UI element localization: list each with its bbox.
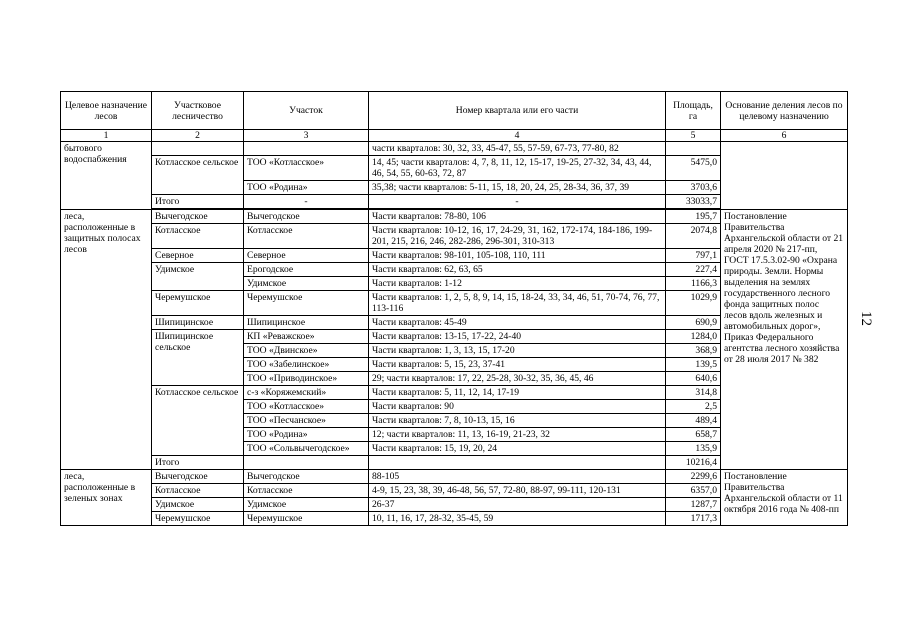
quarters-cell: Части кварталов: 62, 63, 65 bbox=[369, 263, 666, 277]
purpose-cell: бытового водоспабжения bbox=[61, 142, 152, 210]
area-cell: 1029,9 bbox=[666, 291, 721, 316]
area-cell: 314,8 bbox=[666, 386, 721, 400]
column-number: 6 bbox=[721, 130, 848, 142]
area-cell: 658,7 bbox=[666, 428, 721, 442]
quarters-cell: Части кварталов: 78-80, 106 bbox=[369, 210, 666, 224]
quarters-cell bbox=[369, 456, 666, 470]
area-cell: 2074,8 bbox=[666, 224, 721, 249]
site-cell: Северное bbox=[244, 249, 369, 263]
site-cell: Ерогодское bbox=[244, 263, 369, 277]
area-cell: 1284,0 bbox=[666, 330, 721, 344]
site-cell: Котласское bbox=[244, 224, 369, 249]
area-cell: 690,9 bbox=[666, 316, 721, 330]
area-cell: 135,9 bbox=[666, 442, 721, 456]
column-number: 5 bbox=[666, 130, 721, 142]
area-cell: 3703,6 bbox=[666, 181, 721, 195]
quarters-cell: 4-9, 15, 23, 38, 39, 46-48, 56, 57, 72-80, 88-97, 99-111, 120-131 bbox=[369, 484, 666, 498]
quarters-cell: 88-105 bbox=[369, 470, 666, 484]
site-cell: ТОО «Двинское» bbox=[244, 344, 369, 358]
forest-purpose-table bbox=[60, 91, 848, 526]
area-cell: 489,4 bbox=[666, 414, 721, 428]
quarters-cell: 12; части кварталов: 11, 13, 16-19, 21-23, 32 bbox=[369, 428, 666, 442]
district-cell: Вычегодское bbox=[152, 210, 244, 224]
quarters-cell: Части кварталов: 10-12, 16, 17, 24-29, 31, 162, 172-174, 184-186, 199-201, 215, 216, 246, 282-286, 296-301, 310-313 bbox=[369, 224, 666, 249]
quarters-cell: Части кварталов: 1, 3, 13, 15, 17-20 bbox=[369, 344, 666, 358]
basis-cell: Постановление Правительства Архангельской области от 21 апреля 2020 № 217-пп, ГОСТ 17.5.3.02-90 «Охрана природы. Земли. Нормы выделения на землях государственного лесного фонда защитных полос лесов вдоль железных и автомобильных дорог», Приказ Федерального агентства лесного хозяйства от 28 июля 2017 № 382 bbox=[721, 210, 848, 470]
quarters-cell: Части кварталов: 15, 19, 20, 24 bbox=[369, 442, 666, 456]
column-number: 4 bbox=[369, 130, 666, 142]
area-cell: 640,6 bbox=[666, 372, 721, 386]
table-row bbox=[61, 210, 848, 224]
site-cell: КП «Реважское» bbox=[244, 330, 369, 344]
area-cell: 2,5 bbox=[666, 400, 721, 414]
table-row bbox=[61, 470, 848, 484]
area-cell: 139,5 bbox=[666, 358, 721, 372]
quarters-cell: Части кварталов: 98-101, 105-108, 110, 111 bbox=[369, 249, 666, 263]
total-label: Итого bbox=[152, 456, 244, 470]
quarters-cell: Части кварталов: 90 bbox=[369, 400, 666, 414]
header-basis: Основание деления лесов по целевому назначению bbox=[721, 92, 848, 130]
district-cell: Котласское bbox=[152, 224, 244, 249]
header-quarters: Номер квартала или его части bbox=[369, 92, 666, 130]
district-cell: Котласское сельское bbox=[152, 156, 244, 195]
site-cell: Котласское bbox=[244, 484, 369, 498]
area-cell: 797,1 bbox=[666, 249, 721, 263]
site-cell: Черемушское bbox=[244, 512, 369, 526]
district-cell: Черемушское bbox=[152, 291, 244, 316]
area-cell: 6357,0 bbox=[666, 484, 721, 498]
site-cell: - bbox=[244, 195, 369, 209]
district-cell: Котласское bbox=[152, 484, 244, 498]
basis-cell: Постановление Правительства Архангельской области от 11 октября 2016 года № 408-пп bbox=[721, 470, 848, 526]
quarters-cell: Части кварталов: 7, 8, 10-13, 15, 16 bbox=[369, 414, 666, 428]
purpose-cell: леса, расположенные в защитных полосах лесов bbox=[61, 210, 152, 470]
site-cell bbox=[244, 142, 369, 156]
total-area: 10216,4 bbox=[666, 456, 721, 470]
area-cell: 195,7 bbox=[666, 210, 721, 224]
site-cell: ТОО «Родина» bbox=[244, 428, 369, 442]
purpose-cell: леса, расположенные в зеленых зонах bbox=[61, 470, 152, 526]
area-cell: 368,9 bbox=[666, 344, 721, 358]
site-cell: Шипицинское bbox=[244, 316, 369, 330]
quarters-cell: 14, 45; части кварталов: 4, 7, 8, 11, 12, 15-17, 19-25, 27-32, 34, 43, 44, 46, 54, 55, 60-63, 72, 87 bbox=[369, 156, 666, 181]
site-cell: с-з «Коряжемский» bbox=[244, 386, 369, 400]
site-cell: Вычегодское bbox=[244, 210, 369, 224]
district-cell: Удимское bbox=[152, 263, 244, 291]
site-cell bbox=[244, 456, 369, 470]
district-cell: Удимское bbox=[152, 498, 244, 512]
quarters-cell: 10, 11, 16, 17, 28-32, 35-45, 59 bbox=[369, 512, 666, 526]
column-number: 1 bbox=[61, 130, 152, 142]
quarters-cell: 26-37 bbox=[369, 498, 666, 512]
district-cell: Шипицинское bbox=[152, 316, 244, 330]
area-cell: 1287,7 bbox=[666, 498, 721, 512]
total-label: Итого bbox=[152, 195, 244, 209]
page-number: 12 bbox=[858, 311, 874, 326]
district-cell bbox=[152, 142, 244, 156]
header-purpose: Целевое назначение лесов bbox=[61, 92, 152, 130]
site-cell: ТОО «Сольвычегодское» bbox=[244, 442, 369, 456]
header-site: Участок bbox=[244, 92, 369, 130]
site-cell: Удимское bbox=[244, 277, 369, 291]
quarters-cell: Части кварталов: 45-49 bbox=[369, 316, 666, 330]
column-number: 2 bbox=[152, 130, 244, 142]
district-cell: Черемушское bbox=[152, 512, 244, 526]
quarters-cell: Части кварталов: 5, 15, 23, 37-41 bbox=[369, 358, 666, 372]
table-row bbox=[61, 142, 848, 156]
quarters-cell: 29; части кварталов: 17, 22, 25-28, 30-32, 35, 36, 45, 46 bbox=[369, 372, 666, 386]
district-cell: Вычегодское bbox=[152, 470, 244, 484]
district-cell: Шипицинское сельское bbox=[152, 330, 244, 386]
site-cell: ТОО «Забелинское» bbox=[244, 358, 369, 372]
quarters-cell: Части кварталов: 1-12 bbox=[369, 277, 666, 291]
area-cell bbox=[666, 142, 721, 156]
area-cell: 1166,3 bbox=[666, 277, 721, 291]
site-cell: Черемушское bbox=[244, 291, 369, 316]
quarters-cell: Части кварталов: 5, 11, 12, 14, 17-19 bbox=[369, 386, 666, 400]
quarters-cell: 35,38; части кварталов: 5-11, 15, 18, 20, 24, 25, 28-34, 36, 37, 39 bbox=[369, 181, 666, 195]
district-cell: Котласское сельское bbox=[152, 386, 244, 456]
quarters-cell: части кварталов: 30, 32, 33, 45-47, 55, 57-59, 67-73, 77-80, 82 bbox=[369, 142, 666, 156]
header-area: Площадь, га bbox=[666, 92, 721, 130]
basis-cell bbox=[721, 142, 848, 210]
area-cell: 5475,0 bbox=[666, 156, 721, 181]
total-area: 33033,7 bbox=[666, 195, 721, 209]
area-cell: 227,4 bbox=[666, 263, 721, 277]
site-cell: ТОО «Котласское» bbox=[244, 156, 369, 181]
district-cell: Северное bbox=[152, 249, 244, 263]
header-row bbox=[61, 92, 848, 130]
header-district: Участковое лесничество bbox=[152, 92, 244, 130]
column-number-row bbox=[61, 130, 848, 142]
site-cell: Вычегодское bbox=[244, 470, 369, 484]
site-cell: ТОО «Котласское» bbox=[244, 400, 369, 414]
site-cell: ТОО «Песчанское» bbox=[244, 414, 369, 428]
site-cell: ТОО «Приводинское» bbox=[244, 372, 369, 386]
site-cell: Удимское bbox=[244, 498, 369, 512]
quarters-cell: Части кварталов: 13-15, 17-22, 24-40 bbox=[369, 330, 666, 344]
column-number: 3 bbox=[244, 130, 369, 142]
quarters-cell: - bbox=[369, 195, 666, 209]
quarters-cell: Части кварталов: 1, 2, 5, 8, 9, 14, 15, 18-24, 33, 34, 46, 51, 70-74, 76, 77, 113-116 bbox=[369, 291, 666, 316]
area-cell: 1717,3 bbox=[666, 512, 721, 526]
area-cell: 2299,6 bbox=[666, 470, 721, 484]
site-cell: ТОО «Родина» bbox=[244, 181, 369, 195]
